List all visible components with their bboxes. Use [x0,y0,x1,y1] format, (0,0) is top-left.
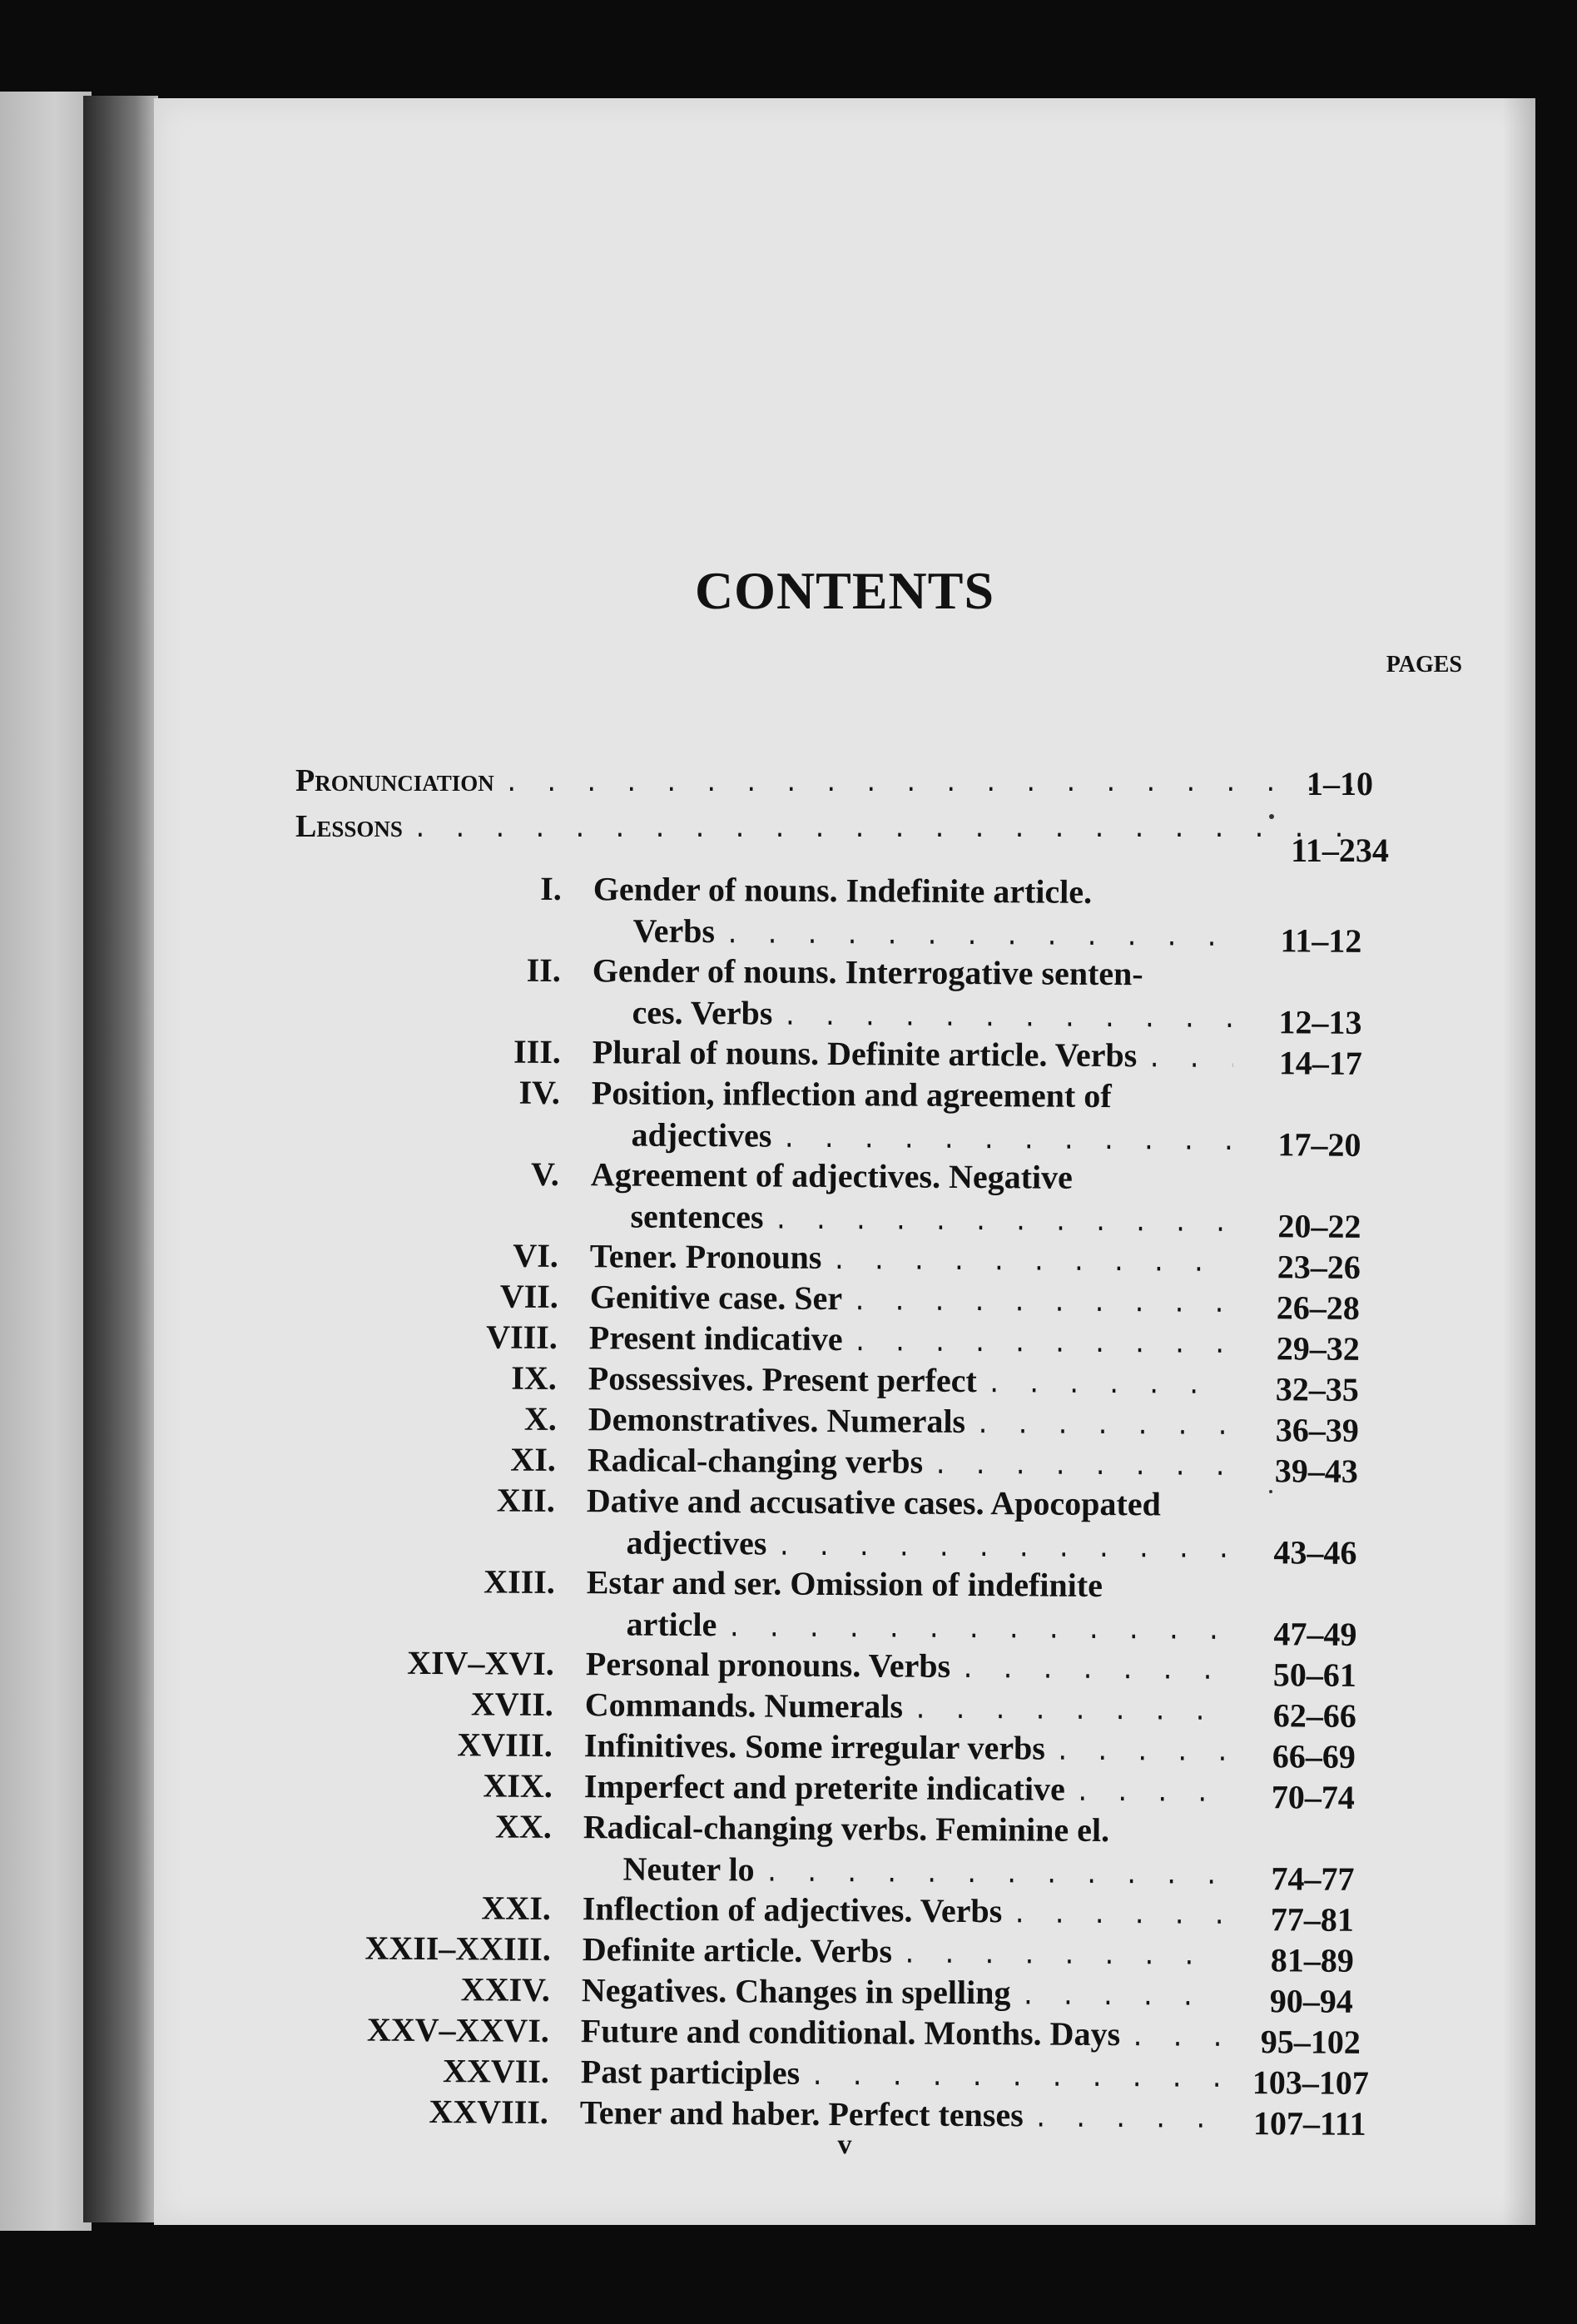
lesson-pages: 26–28 [1276,1289,1360,1327]
dot-leader [810,2058,1222,2097]
lesson-title-line: adjectives [631,1115,772,1155]
lesson-numeral: XXVII. [442,2052,549,2090]
dot-leader [782,998,1232,1037]
dot-leader [1075,1774,1225,1811]
dot-leader [764,1854,1223,1893]
lesson-title [593,1031,1233,1077]
lesson-title-line: Plural of nouns. Definite article. Verbs [592,1033,1138,1075]
lesson-title-line: Radical-changing verbs [587,1441,924,1481]
lesson-title [589,1317,1230,1363]
lesson-title [592,950,1233,1037]
lesson-title [588,1358,1229,1403]
dot-leader [852,1283,1231,1322]
lesson-title-line: Gender of nouns. Indefinite article. [593,870,1093,911]
lesson-title [585,1684,1226,1730]
lesson-pages: 32–35 [1275,1370,1359,1408]
lesson-title-line: Future and conditional. Months. Days [580,2012,1121,2053]
dot-leader [504,764,1352,802]
lesson-numeral: XXI. [481,1889,551,1927]
lesson-numeral: XI. [510,1440,556,1478]
lesson-numeral: XIII. [484,1562,555,1601]
lesson-title [586,1643,1227,1689]
lesson-numeral: VIII. [486,1318,558,1356]
lesson-numeral: I. [540,869,562,907]
dot-leader [1055,1733,1225,1770]
lesson-title-line: Estar and ser. Omission of indefinite [586,1563,1103,1604]
lesson-numeral: XXIV. [460,1970,550,2009]
pages-column-header: PAGES [1386,652,1462,678]
lesson-numeral: X. [523,1399,557,1438]
lesson-numeral: IV. [518,1073,560,1111]
lesson-numeral: XVII. [470,1685,553,1723]
lesson-pages: 29–32 [1276,1329,1360,1368]
lesson-title [583,1888,1223,1934]
lesson-numeral: XVIII. [457,1726,553,1764]
lesson-title-line: Infinitives. Some irregular verbs [583,1726,1046,1767]
dot-leader [727,1609,1227,1649]
lesson-pages: 36–39 [1275,1411,1359,1449]
lesson-title [581,2010,1222,2056]
lesson-title [584,1725,1225,1770]
lesson-title-line: Tener and haber. Perfect tenses [579,2093,1024,2134]
dot-leader [781,1120,1232,1160]
lesson-title [583,1806,1224,1894]
lesson-title [581,2051,1222,2097]
contents-page [154,98,1535,2225]
lesson-numeral: XXVIII. [429,2093,548,2131]
lesson-numeral: VI. [513,1236,558,1274]
dot-leader [725,916,1234,956]
lesson-title [583,1929,1223,1974]
print-speck [1269,814,1274,819]
lesson-title-line: Imperfect and preterite indicative [583,1767,1065,1808]
toc-entry-pronunciation [295,760,1352,802]
lesson-pages: 14–17 [1278,1044,1362,1082]
lesson-title-line: Demonstratives. Numerals [588,1400,966,1440]
lesson-title-line: Neuter lo [622,1850,755,1889]
dot-leader [902,1935,1223,1974]
dot-leader [773,1202,1231,1241]
lesson-numeral: IX. [511,1358,557,1397]
lesson-title [582,1969,1222,2015]
facing-page-edge [0,92,92,2231]
lesson-numeral: XIV–XVI. [407,1643,554,1682]
lesson-title [590,1276,1231,1322]
lesson-title-line: Dative and accusative cases. Apocopated [586,1482,1161,1523]
lesson-numeral: XX. [494,1807,552,1845]
toc-entry-pages: 11–234 [1291,832,1389,869]
lesson-title-line: Inflection of adjectives. Verbs [582,1889,1003,1930]
lesson-pages: 11–12 [1280,921,1362,960]
lesson-title-line: Radical-changing verbs. Feminine el. [583,1808,1110,1850]
lesson-numeral: VII. [499,1277,558,1315]
dot-leader [913,1691,1226,1730]
lesson-title-line: Position, inflection and agreement of [591,1074,1112,1115]
lesson-pages: 74–77 [1271,1860,1355,1898]
dot-leader [1020,1977,1222,2014]
dot-leader [1130,2019,1222,2056]
lesson-title-line: Possessives. Present perfect [588,1359,977,1400]
dot-leader [933,1447,1228,1485]
lesson-title-line: sentences [630,1197,764,1236]
lesson-title [586,1480,1227,1567]
lesson-title-line: article [626,1605,717,1644]
lesson-pages: 50–61 [1272,1656,1356,1694]
lesson-pages: 81–89 [1270,1941,1354,1979]
lesson-title-line: Negatives. Changes in spelling [581,1971,1011,2012]
dot-leader [960,1651,1227,1689]
lesson-pages: 47–49 [1273,1615,1357,1653]
lesson-pages: 70–74 [1271,1778,1355,1816]
dot-leader [1147,1040,1233,1077]
page-title: CONTENTS [694,561,995,620]
toc-entry-label: Pronunciation [295,763,494,798]
lesson-title [588,1398,1229,1444]
dot-leader [1012,1895,1223,1934]
lesson-pages: 103–107 [1252,2063,1369,2102]
lesson-numeral: V. [530,1155,559,1193]
lesson-title-line: Present indicative [588,1318,843,1358]
lesson-pages: 12–13 [1278,1003,1362,1041]
dot-leader [776,1528,1227,1567]
lesson-title [584,1765,1225,1811]
lesson-title-line: Agreement of adjectives. Negative [590,1155,1074,1196]
dot-leader [987,1365,1229,1403]
lesson-numeral: XXV–XXVI. [366,2010,549,2049]
lesson-pages: 17–20 [1277,1125,1361,1164]
toc-entry-lessons [295,806,1352,847]
lesson-numeral: XXII–XXIII. [364,1929,551,1968]
lesson-pages: 23–26 [1277,1248,1361,1286]
lesson-numeral: II. [526,951,561,989]
lesson-pages: 20–22 [1277,1207,1361,1245]
lesson-title-line: Verbs [632,911,716,951]
lesson-pages: 39–43 [1274,1452,1358,1490]
lesson-title [580,2092,1221,2138]
lesson-pages: 43–46 [1273,1533,1357,1572]
lesson-title-line: Commands. Numerals [584,1686,904,1726]
dot-leader [975,1406,1229,1444]
lesson-title-line: Personal pronouns. Verbs [585,1645,951,1685]
lesson-pages: 95–102 [1260,2023,1361,2061]
book-gutter [83,96,158,2222]
lesson-title-line: Past participles [580,2053,801,2092]
page-folio: v [837,2129,852,2160]
lesson-pages: 90–94 [1269,1982,1353,2020]
dot-leader [831,1242,1231,1281]
lesson-title-line: ces. Verbs [632,993,773,1032]
lesson-title [593,868,1234,956]
dot-leader [852,1323,1230,1363]
toc-entry-label: Lessons [295,809,403,844]
lesson-title [588,1439,1228,1485]
dot-leader [413,810,1352,847]
page-edge-shadow [1502,98,1535,2225]
lesson-pages: 62–66 [1272,1696,1356,1735]
lesson-numeral: XIX. [483,1766,553,1805]
lesson-title-line: Gender of nouns. Interrogative senten- [592,951,1143,993]
lesson-title [591,1072,1232,1160]
lesson-title [590,1235,1231,1281]
toc-entry-pages: 1–10 [1307,765,1373,802]
lesson-title [590,1154,1232,1241]
lesson-title-line: adjectives [626,1523,767,1562]
lesson-pages: 107–111 [1252,2104,1366,2143]
lesson-numeral: XII. [496,1481,555,1519]
lesson-pages: 66–69 [1272,1737,1356,1775]
lesson-numeral: III. [513,1032,561,1070]
lesson-title [586,1562,1227,1649]
lesson-title-line: Genitive case. Ser [589,1278,843,1318]
lesson-pages: 77–81 [1270,1900,1354,1939]
dot-leader [1034,2099,1221,2137]
lesson-title-line: Tener. Pronouns [589,1237,822,1276]
lesson-title-line: Definite article. Verbs [582,1930,893,1970]
